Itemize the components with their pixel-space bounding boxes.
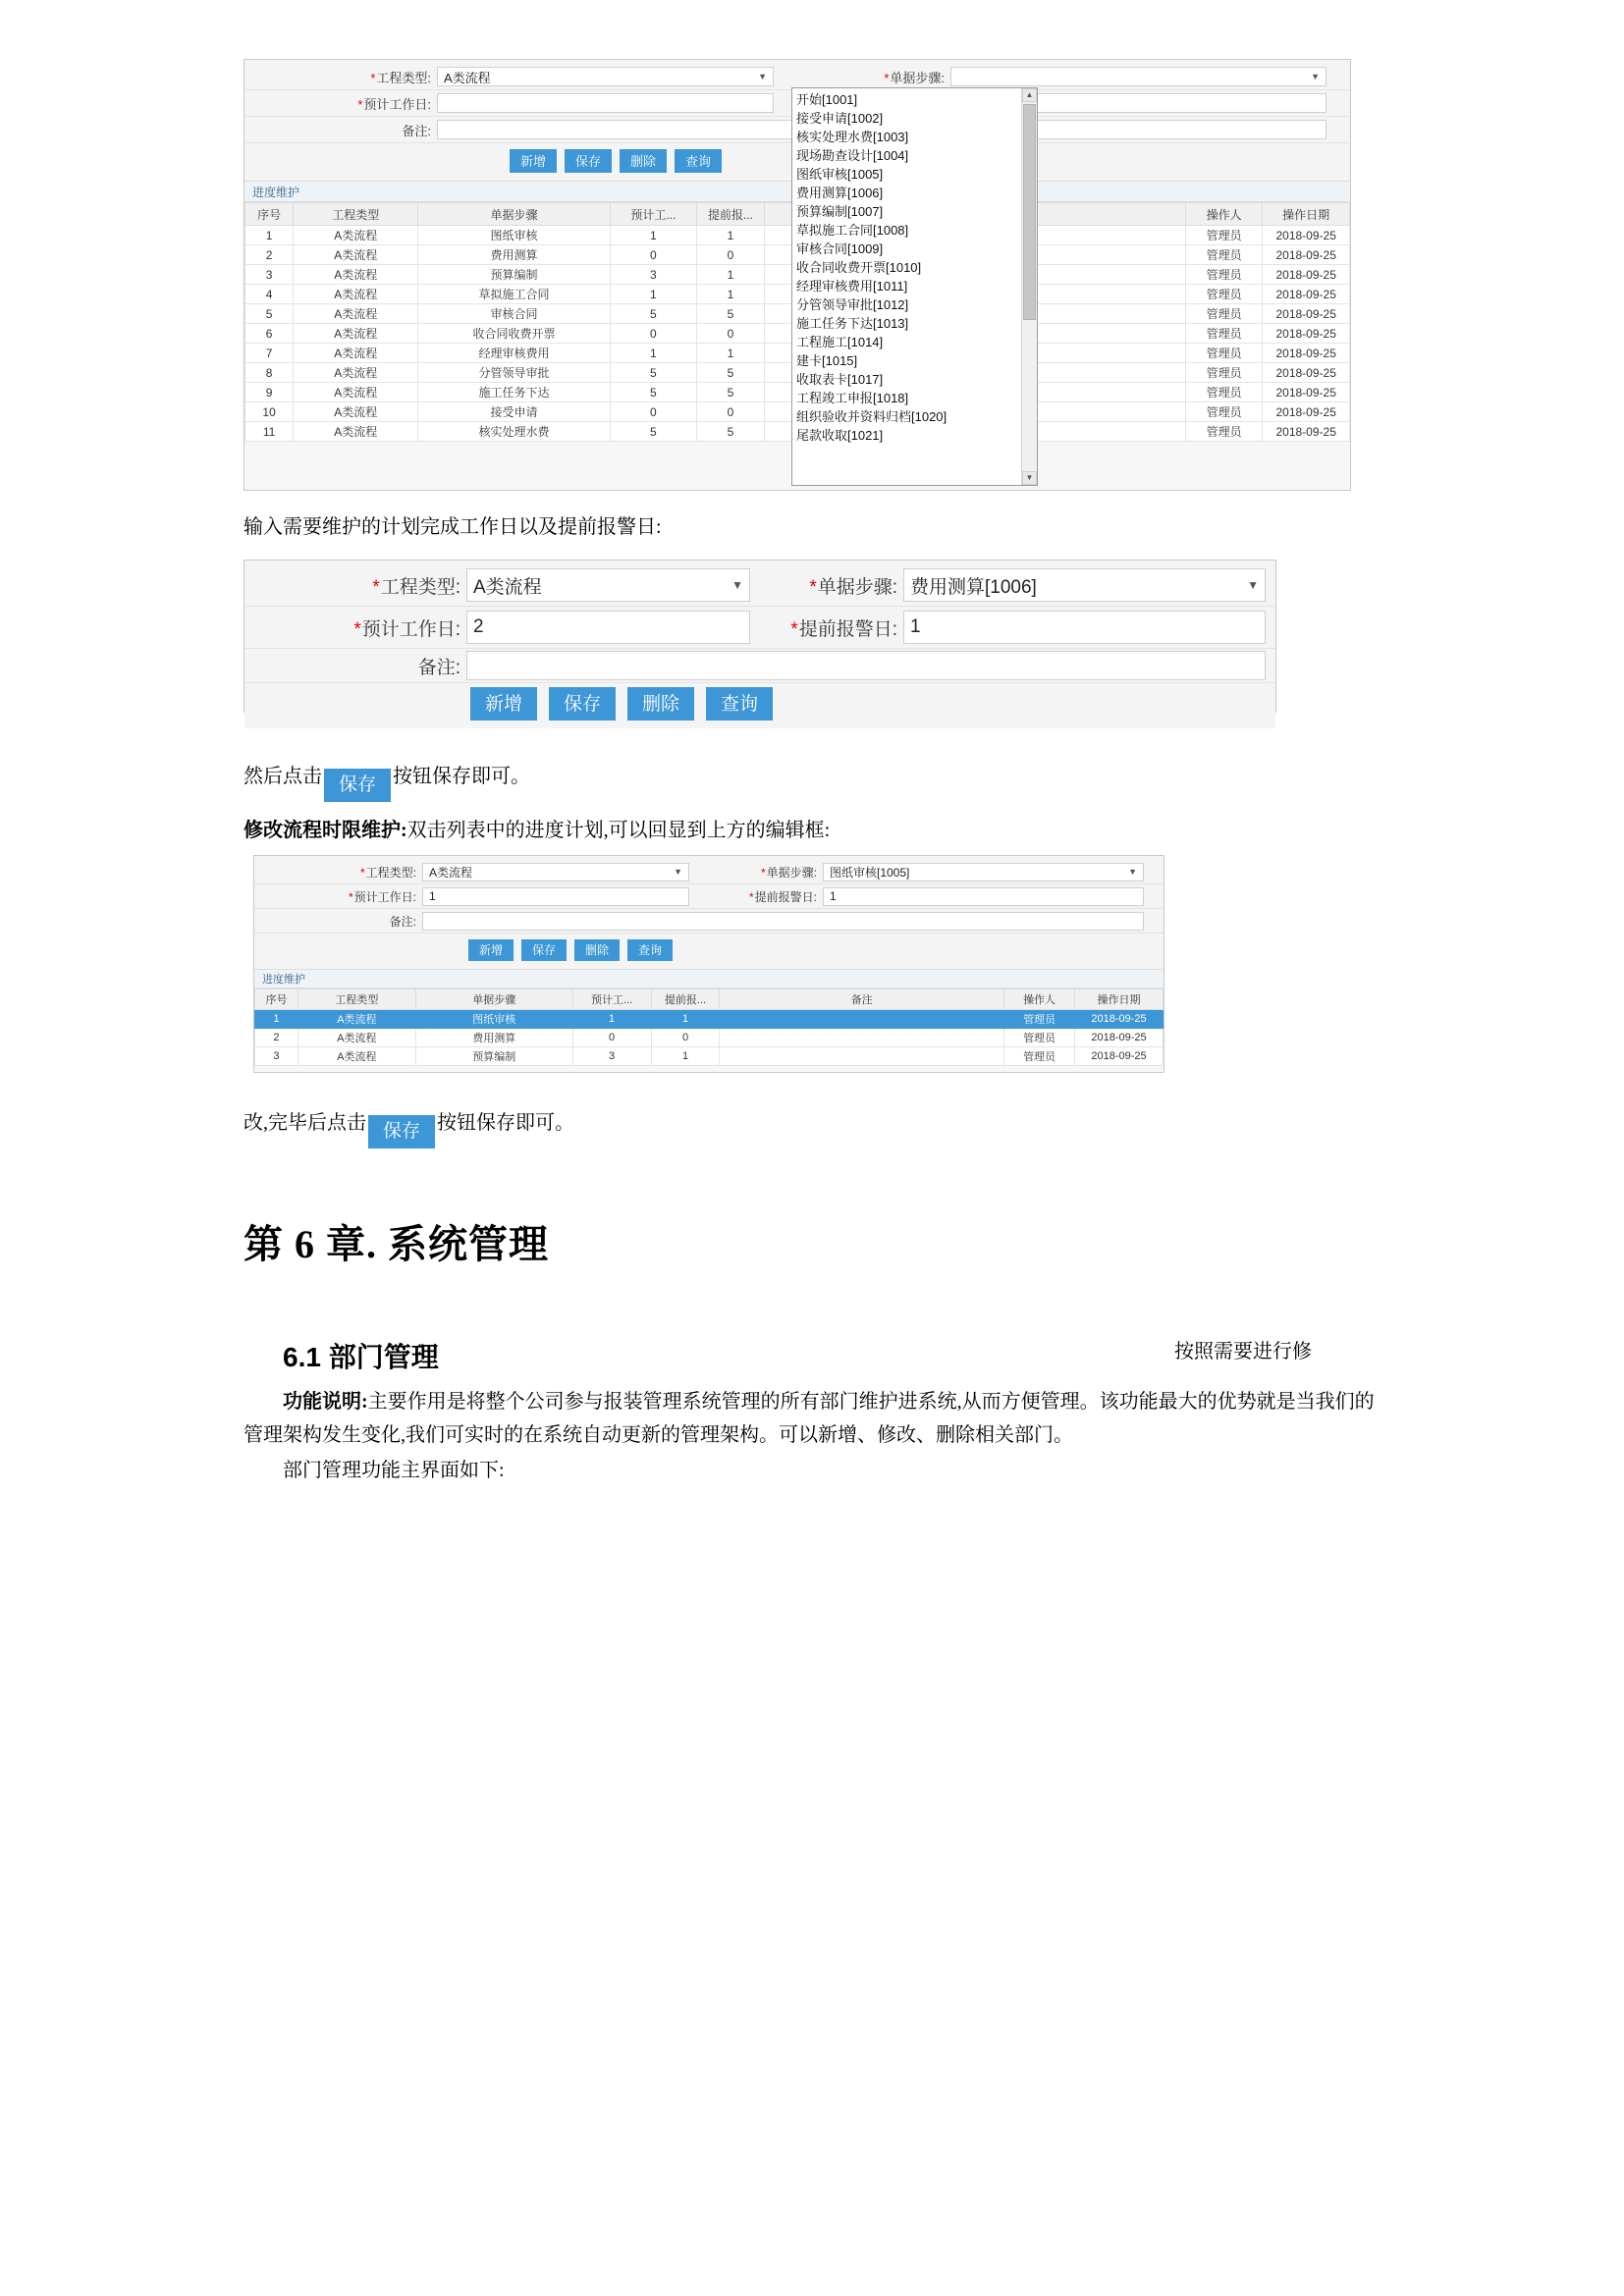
cell-seq: 11 bbox=[245, 422, 294, 442]
cell-date: 2018-09-25 bbox=[1075, 1047, 1164, 1066]
project-type-select-1[interactable] bbox=[437, 67, 774, 86]
cell-warn: 0 bbox=[697, 324, 765, 344]
cell-step: 核实处理水费 bbox=[418, 422, 610, 442]
cell-date: 2018-09-25 bbox=[1263, 304, 1350, 324]
progress-table-3 bbox=[254, 988, 1164, 1066]
screenshot-row-selected bbox=[253, 855, 1164, 1073]
grid-title-text-3: 进度维护 bbox=[262, 974, 305, 986]
cell-type: A类流程 bbox=[294, 245, 418, 265]
cell-seq: 2 bbox=[255, 1029, 298, 1047]
cell-operator: 管理员 bbox=[1186, 285, 1263, 304]
cell-type: A类流程 bbox=[294, 226, 418, 245]
cell-date: 2018-09-25 bbox=[1263, 245, 1350, 265]
cell-warn: 1 bbox=[697, 344, 765, 363]
remark-label-2: 备注: bbox=[417, 657, 460, 678]
cell-plan: 5 bbox=[610, 304, 696, 324]
grid-title-text-1: 进度维护 bbox=[252, 185, 300, 199]
cell-type: A类流程 bbox=[294, 265, 418, 285]
query-button-1[interactable]: 查询 bbox=[675, 149, 722, 173]
cell-date: 2018-09-25 bbox=[1263, 422, 1350, 442]
th-doc-step: 单据步骤 bbox=[418, 203, 610, 226]
plan-days-input-2[interactable] bbox=[466, 611, 750, 644]
cell-plan: 0 bbox=[610, 245, 696, 265]
cell-warn: 0 bbox=[697, 245, 765, 265]
cell-warn: 0 bbox=[651, 1029, 720, 1047]
caption-4-right: 按照需要进行修 bbox=[1174, 1341, 1312, 1362]
cell-date: 2018-09-25 bbox=[1263, 324, 1350, 344]
edit-form-2 bbox=[244, 561, 1275, 719]
dropdown-option[interactable]: 预算编制[1007] bbox=[796, 204, 884, 219]
th-plan-days: 预计工... bbox=[572, 989, 651, 1010]
plan-days-input-3[interactable] bbox=[422, 887, 689, 906]
cell-step: 预算编制 bbox=[415, 1047, 572, 1066]
project-type-value-3: A类流程 bbox=[429, 865, 473, 880]
cell-plan: 5 bbox=[610, 383, 696, 402]
cell-operator: 管理员 bbox=[1186, 245, 1263, 265]
dropdown-scrollbar[interactable] bbox=[1021, 88, 1037, 485]
caption-3 bbox=[244, 814, 1382, 847]
cell-operator: 管理员 bbox=[1186, 383, 1263, 402]
th-operator: 操作人 bbox=[1004, 989, 1075, 1010]
chapter-title: 第 6 章. 系统管理 bbox=[244, 1222, 549, 1266]
doc-step-select-1[interactable] bbox=[950, 67, 1326, 86]
th-project-type: 工程类型 bbox=[298, 989, 415, 1010]
th-op-date: 操作日期 bbox=[1263, 203, 1350, 226]
warn-days-input-2[interactable] bbox=[903, 611, 1266, 644]
save-button-1[interactable]: 保存 bbox=[565, 149, 612, 173]
dropdown-option[interactable]: 草拟施工合同[1008] bbox=[796, 223, 909, 238]
th-plan-days: 预计工... bbox=[610, 203, 696, 226]
doc-step-select-3[interactable] bbox=[823, 863, 1144, 881]
cell-step: 预算编制 bbox=[418, 265, 610, 285]
remark-input-3[interactable] bbox=[422, 912, 1144, 931]
cell-seq: 6 bbox=[245, 324, 294, 344]
remark-label-1: 备注: bbox=[402, 123, 431, 138]
project-type-value-1: A类流程 bbox=[444, 70, 491, 85]
cell-type: A类流程 bbox=[294, 363, 418, 383]
cell-type: A类流程 bbox=[294, 422, 418, 442]
cell-step: 草拟施工合同 bbox=[418, 285, 610, 304]
project-type-label-2: *工程类型: bbox=[372, 576, 460, 598]
cell-remark bbox=[720, 1047, 1004, 1066]
scroll-down-icon[interactable]: ▼ bbox=[1022, 471, 1037, 485]
cell-remark bbox=[720, 1029, 1004, 1047]
save-button-2[interactable]: 保存 bbox=[549, 687, 616, 721]
dropdown-option[interactable]: 组织验收并资料归档[1020] bbox=[796, 409, 947, 424]
cell-step: 接受申请 bbox=[418, 402, 610, 422]
cell-date: 2018-09-25 bbox=[1263, 226, 1350, 245]
doc-step-value-3: 图纸审核[1005] bbox=[830, 865, 910, 880]
edit-form-3 bbox=[254, 856, 1164, 970]
delete-button-2[interactable]: 删除 bbox=[627, 687, 694, 721]
cell-warn: 5 bbox=[697, 422, 765, 442]
cell-plan: 3 bbox=[572, 1047, 651, 1066]
chevron-down-icon[interactable]: ▼ bbox=[758, 72, 767, 81]
dropdown-option[interactable]: 开始[1001] bbox=[796, 92, 858, 107]
section-title: 6.1 部门管理 bbox=[283, 1342, 439, 1372]
project-type-select-2[interactable] bbox=[466, 568, 750, 602]
warn-days-label-2: *提前报警日: bbox=[790, 618, 897, 640]
cell-step: 图纸审核 bbox=[415, 1010, 572, 1029]
cell-type: A类流程 bbox=[298, 1029, 415, 1047]
scroll-up-icon[interactable]: ▲ bbox=[1022, 88, 1037, 102]
cell-plan: 0 bbox=[572, 1029, 651, 1047]
th-remark: 备注 bbox=[720, 989, 1004, 1010]
cell-date: 2018-09-25 bbox=[1263, 383, 1350, 402]
warn-days-value-3: 1 bbox=[830, 889, 837, 903]
th-operator: 操作人 bbox=[1186, 203, 1263, 226]
scrollbar-thumb[interactable] bbox=[1023, 104, 1036, 320]
caption-1: 输入需要维护的计划完成工作日以及提前报警日: bbox=[244, 516, 662, 538]
dropdown-option[interactable]: 工程竣工申报[1018] bbox=[796, 391, 909, 405]
dropdown-option[interactable]: 费用测算[1006] bbox=[796, 186, 884, 200]
cell-step: 收合同收费开票 bbox=[418, 324, 610, 344]
chevron-down-icon[interactable]: ▼ bbox=[674, 867, 682, 877]
add-button-3[interactable]: 新增 bbox=[468, 939, 514, 961]
caption-2-suffix: 按钮保存即可。 bbox=[393, 766, 530, 787]
cell-seq: 5 bbox=[245, 304, 294, 324]
dropdown-option[interactable]: 图纸审核[1005] bbox=[796, 167, 884, 182]
screenshot-flow-limit-dropdown bbox=[244, 59, 1351, 491]
dropdown-option[interactable]: 工程施工[1014] bbox=[796, 335, 884, 349]
remark-label-3: 备注: bbox=[389, 914, 416, 929]
dropdown-option[interactable]: 现场勘查设计[1004] bbox=[796, 148, 909, 163]
cell-type: A类流程 bbox=[298, 1047, 415, 1066]
table-body-3 bbox=[255, 1010, 1164, 1066]
cell-plan: 1 bbox=[610, 226, 696, 245]
doc-step-label-1: *单据步骤: bbox=[884, 70, 945, 85]
cell-operator: 管理员 bbox=[1186, 344, 1263, 363]
caption-2 bbox=[244, 760, 1382, 802]
paragraph-function-desc bbox=[244, 1385, 1382, 1452]
cell-warn: 1 bbox=[651, 1010, 720, 1029]
plan-days-value-3: 1 bbox=[429, 889, 436, 903]
doc-step-select-2[interactable] bbox=[903, 568, 1266, 602]
cell-warn: 5 bbox=[697, 383, 765, 402]
chevron-down-icon[interactable]: ▼ bbox=[1128, 867, 1137, 877]
th-seq: 序号 bbox=[255, 989, 298, 1010]
cell-type: A类流程 bbox=[298, 1010, 415, 1029]
warn-days-value-2: 1 bbox=[910, 616, 921, 637]
grid-title-3 bbox=[254, 970, 1164, 988]
th-warn-days: 提前报... bbox=[651, 989, 720, 1010]
cell-plan: 5 bbox=[610, 363, 696, 383]
table-row[interactable] bbox=[255, 1010, 1164, 1029]
dropdown-option[interactable]: 建卡[1015] bbox=[796, 353, 858, 368]
cell-date: 2018-09-25 bbox=[1263, 285, 1350, 304]
cell-operator: 管理员 bbox=[1186, 402, 1263, 422]
cell-plan: 3 bbox=[610, 265, 696, 285]
th-seq: 序号 bbox=[245, 203, 294, 226]
cell-plan: 1 bbox=[610, 285, 696, 304]
plan-days-label-2: *预计工作日: bbox=[353, 618, 460, 640]
screenshot-filled-form bbox=[244, 560, 1276, 713]
plan-days-label-1: *预计工作日: bbox=[357, 96, 431, 112]
cell-operator: 管理员 bbox=[1186, 304, 1263, 324]
cell-date: 2018-09-25 bbox=[1263, 363, 1350, 383]
th-project-type: 工程类型 bbox=[294, 203, 418, 226]
th-warn-days: 提前报... bbox=[697, 203, 765, 226]
cell-seq: 3 bbox=[255, 1047, 298, 1066]
table-row[interactable] bbox=[255, 1029, 1164, 1047]
cell-operator: 管理员 bbox=[1186, 226, 1263, 245]
cell-seq: 2 bbox=[245, 245, 294, 265]
warn-days-input-3[interactable] bbox=[823, 887, 1144, 906]
cell-step: 经理审核费用 bbox=[418, 344, 610, 363]
cell-type: A类流程 bbox=[294, 285, 418, 304]
caption-3-bold: 修改流程时限维护: bbox=[244, 820, 407, 841]
cell-type: A类流程 bbox=[294, 344, 418, 363]
document-content bbox=[244, 59, 1382, 1487]
paragraph-text: 主要作用是将整个公司参与报装管理系统管理的所有部门维护进系统,从而方便管理。该功能最大的优势就是当我们的管理架构发生变化,我们可实时的在系统自动更新的管理架构。可以新增、修改、删除相关部门。 bbox=[244, 1391, 1375, 1446]
cell-warn: 1 bbox=[697, 285, 765, 304]
dropdown-options[interactable] bbox=[792, 88, 1037, 445]
dropdown-option[interactable]: 收取表卡[1017] bbox=[796, 372, 884, 387]
dropdown-option[interactable]: 经理审核费用[1011] bbox=[796, 279, 908, 294]
dropdown-option[interactable]: 审核合同[1009] bbox=[796, 241, 884, 256]
doc-step-dropdown-list[interactable] bbox=[791, 87, 1038, 486]
dropdown-option[interactable]: 施工任务下达[1013] bbox=[796, 316, 909, 331]
cell-warn: 5 bbox=[697, 304, 765, 324]
query-button-2[interactable]: 查询 bbox=[706, 687, 773, 721]
project-type-value-2: A类流程 bbox=[473, 576, 542, 598]
cell-seq: 8 bbox=[245, 363, 294, 383]
cell-type: A类流程 bbox=[294, 402, 418, 422]
cell-seq: 9 bbox=[245, 383, 294, 402]
cell-seq: 7 bbox=[245, 344, 294, 363]
caption-4-suffix: 按钮保存即可。 bbox=[437, 1112, 574, 1134]
paragraph-label: 功能说明: bbox=[283, 1391, 368, 1413]
dropdown-option[interactable]: 收合同收费开票[1010] bbox=[796, 260, 922, 275]
delete-button-3[interactable]: 删除 bbox=[574, 939, 620, 961]
cell-type: A类流程 bbox=[294, 304, 418, 324]
cell-seq: 10 bbox=[245, 402, 294, 422]
cell-step: 分管领导审批 bbox=[418, 363, 610, 383]
cell-date: 2018-09-25 bbox=[1263, 402, 1350, 422]
cell-seq: 3 bbox=[245, 265, 294, 285]
dropdown-option[interactable]: 接受申请[1002] bbox=[796, 111, 884, 126]
warn-days-label-3: *提前报警日: bbox=[748, 889, 817, 904]
save-button-3[interactable]: 保存 bbox=[521, 939, 567, 961]
cell-operator: 管理员 bbox=[1004, 1047, 1075, 1066]
table-row[interactable] bbox=[255, 1047, 1164, 1066]
project-type-label-3: *工程类型: bbox=[359, 865, 416, 880]
paragraph-main-ui: 部门管理功能主界面如下: bbox=[283, 1460, 505, 1481]
dropdown-option[interactable]: 尾款收取[1021] bbox=[796, 428, 884, 443]
cell-step: 审核合同 bbox=[418, 304, 610, 324]
cell-date: 2018-09-25 bbox=[1075, 1010, 1164, 1029]
chevron-down-icon[interactable]: ▼ bbox=[1247, 578, 1259, 592]
caption-2-prefix: 然后点击 bbox=[244, 766, 322, 787]
plan-days-value-2: 2 bbox=[473, 616, 484, 637]
cell-date: 2018-09-25 bbox=[1263, 344, 1350, 363]
dropdown-option[interactable]: 核实处理水费[1003] bbox=[796, 130, 909, 144]
inline-save-button-1[interactable]: 保存 bbox=[324, 769, 391, 802]
cell-date: 2018-09-25 bbox=[1075, 1029, 1164, 1047]
button-bar-2 bbox=[244, 683, 1275, 728]
cell-operator: 管理员 bbox=[1004, 1010, 1075, 1029]
chevron-down-icon[interactable]: ▼ bbox=[1311, 72, 1320, 81]
cell-operator: 管理员 bbox=[1186, 422, 1263, 442]
cell-operator: 管理员 bbox=[1004, 1029, 1075, 1047]
cell-warn: 1 bbox=[651, 1047, 720, 1066]
cell-operator: 管理员 bbox=[1186, 363, 1263, 383]
cell-warn: 1 bbox=[697, 226, 765, 245]
button-bar-3 bbox=[254, 934, 1164, 969]
remark-input-2[interactable] bbox=[466, 651, 1266, 680]
cell-plan: 1 bbox=[572, 1010, 651, 1029]
cell-remark bbox=[720, 1010, 1004, 1029]
caption-3-text: 双击列表中的进度计划,可以回显到上方的编辑框: bbox=[406, 820, 831, 841]
cell-step: 图纸审核 bbox=[418, 226, 610, 245]
cell-type: A类流程 bbox=[294, 324, 418, 344]
caption-4-prefix: 改,完毕后点击 bbox=[244, 1112, 366, 1134]
doc-step-label-2: *单据步骤: bbox=[809, 576, 897, 598]
add-button-1[interactable]: 新增 bbox=[510, 149, 557, 173]
cell-step: 费用测算 bbox=[415, 1029, 572, 1047]
cell-step: 费用测算 bbox=[418, 245, 610, 265]
chevron-down-icon[interactable]: ▼ bbox=[731, 578, 743, 592]
cell-plan: 5 bbox=[610, 422, 696, 442]
add-button-2[interactable]: 新增 bbox=[470, 687, 537, 721]
cell-date: 2018-09-25 bbox=[1263, 265, 1350, 285]
plan-days-label-3: *预计工作日: bbox=[348, 889, 416, 904]
th-doc-step: 单据步骤 bbox=[415, 989, 572, 1010]
table-header-row-3 bbox=[255, 989, 1164, 1010]
cell-plan: 0 bbox=[610, 324, 696, 344]
doc-step-label-3: *单据步骤: bbox=[760, 865, 817, 880]
cell-type: A类流程 bbox=[294, 383, 418, 402]
cell-seq: 1 bbox=[245, 226, 294, 245]
th-op-date: 操作日期 bbox=[1075, 989, 1164, 1010]
cell-operator: 管理员 bbox=[1186, 265, 1263, 285]
delete-button-1[interactable]: 删除 bbox=[620, 149, 667, 173]
cell-warn: 0 bbox=[697, 402, 765, 422]
project-type-label-1: *工程类型: bbox=[370, 70, 431, 85]
cell-warn: 1 bbox=[697, 265, 765, 285]
cell-seq: 4 bbox=[245, 285, 294, 304]
cell-plan: 1 bbox=[610, 344, 696, 363]
cell-operator: 管理员 bbox=[1186, 324, 1263, 344]
inline-save-button-2[interactable]: 保存 bbox=[368, 1115, 435, 1148]
plan-days-input-1[interactable] bbox=[437, 93, 774, 113]
cell-plan: 0 bbox=[610, 402, 696, 422]
query-button-3[interactable]: 查询 bbox=[627, 939, 673, 961]
project-type-select-3[interactable] bbox=[422, 863, 689, 881]
cell-seq: 1 bbox=[255, 1010, 298, 1029]
dropdown-option[interactable]: 分管领导审批[1012] bbox=[796, 297, 909, 312]
caption-4 bbox=[244, 1106, 1382, 1148]
cell-warn: 5 bbox=[697, 363, 765, 383]
doc-step-value-2: 费用测算[1006] bbox=[910, 576, 1037, 598]
cell-step: 施工任务下达 bbox=[418, 383, 610, 402]
